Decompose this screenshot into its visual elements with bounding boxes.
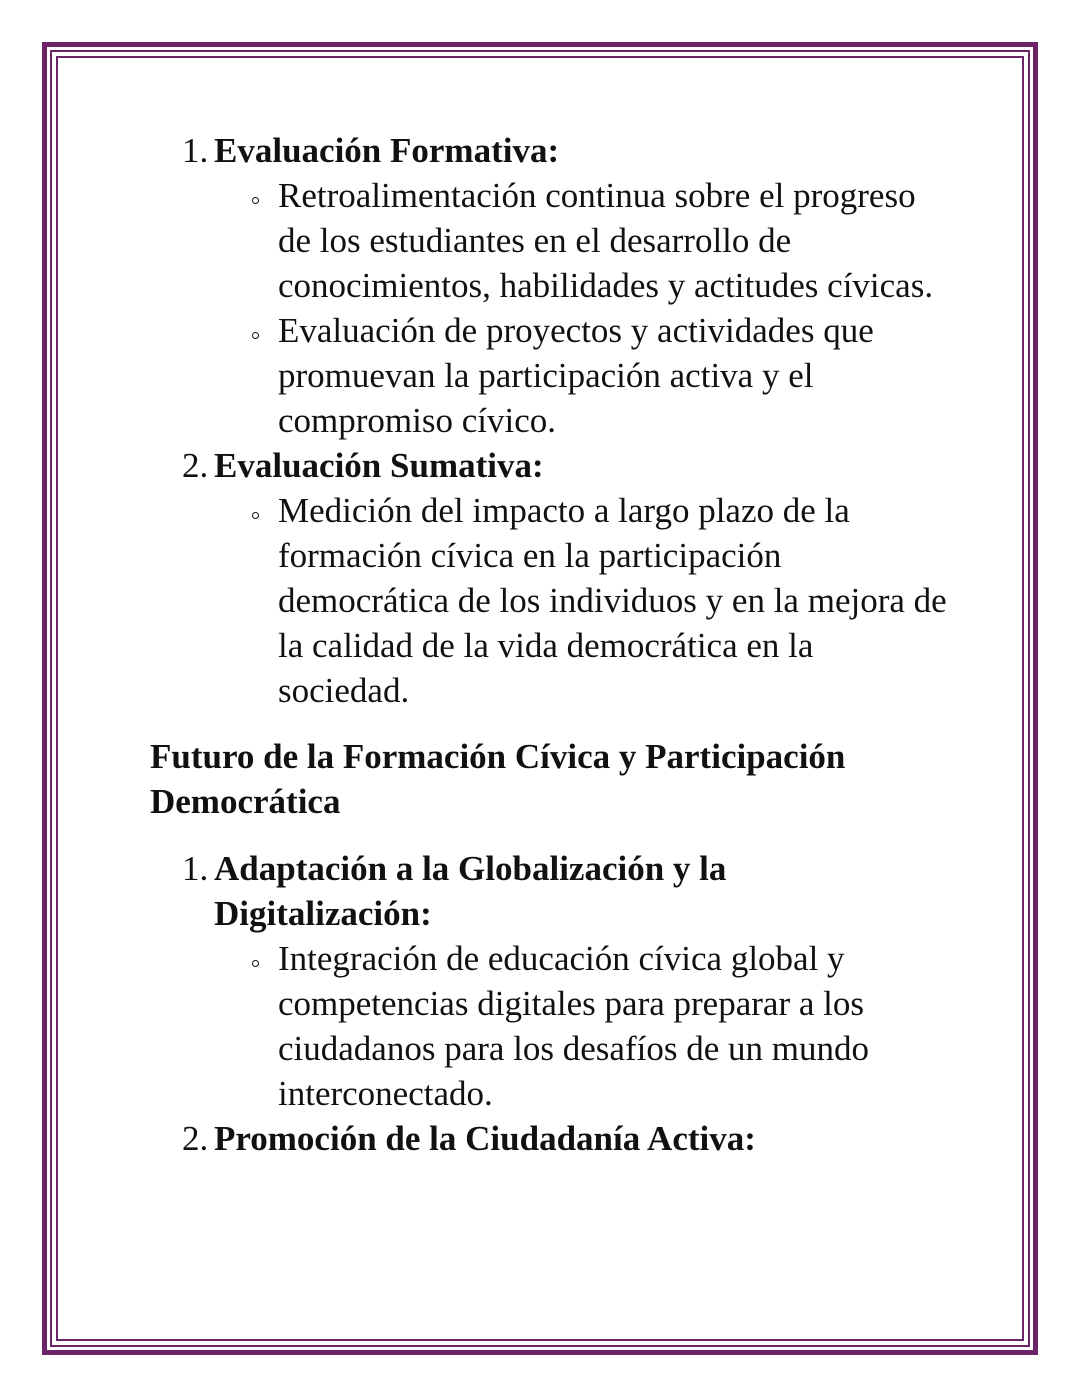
- sub-item-text: Evaluación de proyectos y actividades que promuevan la participación activa y el compromiso cívico.: [278, 311, 874, 440]
- hollow-bullet-icon: [252, 332, 259, 339]
- list-item: [150, 443, 950, 713]
- list-item: [150, 1116, 950, 1161]
- sub-list: [214, 936, 950, 1116]
- item-number: 1.: [182, 849, 209, 888]
- list-item: [150, 128, 950, 443]
- sub-item-text: Medición del impacto a largo plazo de la formación cívica en la participación democrática de los individuos y en la mejora de la calidad de la vida democrática en la sociedad.: [278, 491, 947, 710]
- item-heading: Evaluación Sumativa:: [214, 446, 544, 485]
- sub-item-text: Retroalimentación continua sobre el progreso de los estudiantes en el desarrollo de conocimientos, habilidades y actitudes cívicas.: [278, 176, 934, 305]
- future-list: [150, 846, 950, 1161]
- item-number: 2.: [182, 1119, 209, 1158]
- section-heading: Futuro de la Formación Cívica y Participación Democrática: [150, 737, 846, 821]
- sub-list-item: [214, 308, 950, 443]
- evaluation-list: [150, 128, 950, 713]
- item-heading: Promoción de la Ciudadanía Activa:: [214, 1119, 756, 1158]
- item-heading: Adaptación a la Globalización y la Digitalización:: [214, 849, 727, 933]
- list-item: [150, 846, 950, 1116]
- item-heading: Evaluación Formativa:: [214, 131, 560, 170]
- sub-list-item: [214, 488, 950, 713]
- sub-list: [214, 173, 950, 443]
- sub-list: [214, 488, 950, 713]
- item-number: 2.: [182, 446, 209, 485]
- sub-item-text: Integración de educación cívica global y competencias digitales para preparar a los ciudadanos para los desafíos de un mundo interconectado.: [278, 939, 869, 1113]
- hollow-bullet-icon: [252, 512, 259, 519]
- hollow-bullet-icon: [252, 960, 259, 967]
- hollow-bullet-icon: [252, 197, 259, 204]
- document-body: [150, 128, 950, 1161]
- sub-list-item: [214, 173, 950, 308]
- item-number: 1.: [182, 131, 209, 170]
- sub-list-item: [214, 936, 950, 1116]
